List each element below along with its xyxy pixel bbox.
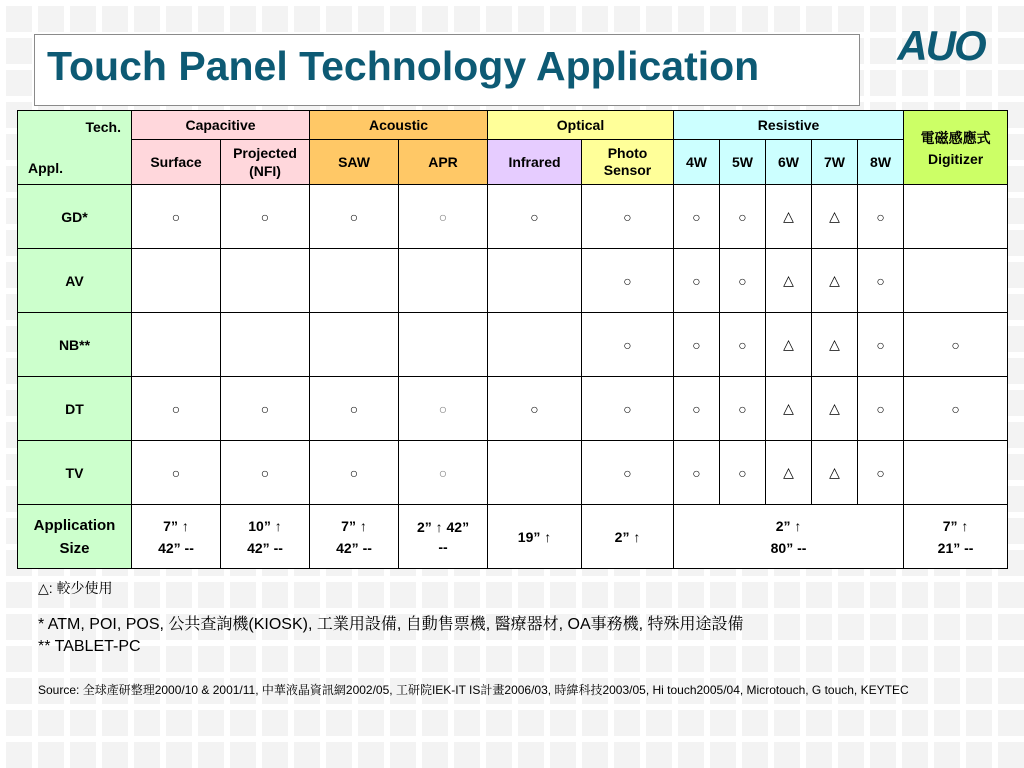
sub-projected: Projected (NFI) — [221, 140, 310, 185]
row-tv — [18, 441, 1008, 505]
size-projected-min: 10” ↑ — [248, 517, 282, 534]
sub-4w: 4W — [674, 140, 720, 185]
cell-av-projected — [221, 249, 310, 313]
cell-av-5w: ○ — [720, 249, 766, 313]
cell-tv-surface: ○ — [132, 441, 221, 505]
sub-surface: Surface — [132, 140, 221, 185]
sub-7w: 7W — [812, 140, 858, 185]
footnote-nb: ** TABLET-PC — [38, 638, 141, 655]
size-resistive-min: 2” ↑ — [775, 517, 802, 534]
row-label-av: AV — [18, 249, 132, 313]
cell-nb-projected — [221, 313, 310, 377]
group-optical: Optical — [488, 111, 674, 140]
cell-dt-8w: ○ — [858, 377, 904, 441]
cell-av-photo: ○ — [582, 249, 674, 313]
cell-dt-infrared: ○ — [488, 377, 582, 441]
row-label-tv: TV — [18, 441, 132, 505]
cell-av-apr — [399, 249, 488, 313]
cell-nb-photo: ○ — [582, 313, 674, 377]
cell-av-7w: △ — [812, 249, 858, 313]
source-note: Source: 全球產研整理2000/10 & 2001/11, 中華液晶資訊網2002/05, 工研院IEK-IT IS計畫2006/03, 時緯科技2003/05, Hi touch2005/04, Microtouch, G touch, KEYTEC — [38, 683, 909, 697]
cell-nb-4w: ○ — [674, 313, 720, 377]
size-label-line2: Size — [59, 539, 90, 557]
group-resistive: Resistive — [674, 111, 904, 140]
cell-av-saw — [310, 249, 399, 313]
size-saw-min: 7” ↑ — [341, 517, 367, 534]
size-resistive-max: 80” -- — [770, 539, 807, 556]
cell-dt-digitizer: ○ — [904, 377, 1008, 441]
cell-dt-4w: ○ — [674, 377, 720, 441]
group-digitizer — [904, 111, 1008, 185]
cell-nb-8w: ○ — [858, 313, 904, 377]
legend-note: △: 較少使用 — [38, 580, 113, 596]
cell-gd-6w: △ — [766, 185, 812, 249]
cell-nb-digitizer: ○ — [904, 313, 1008, 377]
appl-label: Appl. — [28, 160, 63, 176]
cell-nb-7w: △ — [812, 313, 858, 377]
cell-gd-projected: ○ — [221, 185, 310, 249]
cell-av-8w: ○ — [858, 249, 904, 313]
cell-tv-saw: ○ — [310, 441, 399, 505]
size-digitizer-min: 7” ↑ — [942, 517, 969, 534]
sub-8w: 8W — [858, 140, 904, 185]
size-infrared: 19” ↑ — [488, 505, 582, 569]
cell-tv-7w: △ — [812, 441, 858, 505]
group-capacitive: Capacitive — [132, 111, 310, 140]
size-resistive — [674, 505, 904, 569]
size-photo: 2” ↑ — [582, 505, 674, 569]
cell-gd-digitizer — [904, 185, 1008, 249]
cell-gd-7w: △ — [812, 185, 858, 249]
cell-av-digitizer — [904, 249, 1008, 313]
size-apr-dash: -- — [438, 538, 448, 555]
cell-dt-apr: ○ — [399, 377, 488, 441]
cell-tv-4w: ○ — [674, 441, 720, 505]
size-saw — [310, 505, 399, 569]
page-title: Touch Panel Technology Application — [47, 43, 760, 89]
cell-nb-5w: ○ — [720, 313, 766, 377]
auo-logo-text: AUO — [897, 22, 985, 68]
header-row-groups — [18, 111, 1008, 140]
footnote-gd: * ATM, POI, POS, 公共查詢機(KIOSK), 工業用設備, 自動售票機, 醫療器材, OA事務機, 特殊用途設備 — [38, 616, 744, 633]
cell-dt-5w: ○ — [720, 377, 766, 441]
size-digitizer-max: 21” -- — [937, 539, 974, 556]
tech-label: Tech. — [85, 119, 121, 135]
cell-gd-photo: ○ — [582, 185, 674, 249]
size-projected-max: 42” -- — [247, 539, 283, 556]
cell-gd-8w: ○ — [858, 185, 904, 249]
row-gd — [18, 185, 1008, 249]
sub-photo-sensor: Photo Sensor — [582, 140, 674, 185]
size-saw-max: 42” -- — [336, 539, 372, 556]
size-surface-min: 7” ↑ — [163, 517, 189, 534]
notes — [38, 578, 744, 658]
row-label-dt: DT — [18, 377, 132, 441]
cell-tv-6w: △ — [766, 441, 812, 505]
cell-gd-5w: ○ — [720, 185, 766, 249]
cell-av-surface — [132, 249, 221, 313]
sub-apr: APR — [399, 140, 488, 185]
cell-tv-digitizer — [904, 441, 1008, 505]
size-digitizer — [904, 505, 1008, 569]
size-surface-max: 42” -- — [158, 539, 194, 556]
auo-logo — [893, 20, 989, 68]
cell-dt-projected: ○ — [221, 377, 310, 441]
cell-tv-projected: ○ — [221, 441, 310, 505]
cell-gd-saw: ○ — [310, 185, 399, 249]
cell-tv-8w: ○ — [858, 441, 904, 505]
cell-nb-surface — [132, 313, 221, 377]
row-av — [18, 249, 1008, 313]
cell-nb-infrared — [488, 313, 582, 377]
size-label-line1: Application — [33, 516, 116, 534]
cell-dt-6w: △ — [766, 377, 812, 441]
size-projected — [221, 505, 310, 569]
row-label-gd: GD* — [18, 185, 132, 249]
cell-tv-apr: ○ — [399, 441, 488, 505]
sub-5w: 5W — [720, 140, 766, 185]
cell-gd-4w: ○ — [674, 185, 720, 249]
title-box — [34, 34, 860, 106]
header-corner-cell — [18, 111, 132, 185]
cell-dt-7w: △ — [812, 377, 858, 441]
cell-av-infrared — [488, 249, 582, 313]
size-apr — [399, 505, 488, 569]
cell-gd-surface: ○ — [132, 185, 221, 249]
row-application-size — [18, 505, 1008, 569]
row-dt — [18, 377, 1008, 441]
cell-nb-saw — [310, 313, 399, 377]
cell-nb-6w: △ — [766, 313, 812, 377]
digitizer-cn-label: 電磁感應式 — [920, 130, 991, 146]
cell-dt-saw: ○ — [310, 377, 399, 441]
technology-table — [17, 110, 1008, 569]
sub-6w: 6W — [766, 140, 812, 185]
cell-tv-infrared — [488, 441, 582, 505]
digitizer-label: Digitizer — [927, 151, 984, 167]
group-acoustic: Acoustic — [310, 111, 488, 140]
cell-nb-apr — [399, 313, 488, 377]
cell-av-4w: ○ — [674, 249, 720, 313]
row-nb — [18, 313, 1008, 377]
size-surface — [132, 505, 221, 569]
cell-gd-infrared: ○ — [488, 185, 582, 249]
row-label-nb: NB** — [18, 313, 132, 377]
row-label-application-size — [18, 505, 132, 569]
cell-av-6w: △ — [766, 249, 812, 313]
size-apr-range: 2” ↑ 42” — [416, 518, 470, 535]
cell-gd-apr: ○ — [399, 185, 488, 249]
cell-tv-photo: ○ — [582, 441, 674, 505]
sub-infrared: Infrared — [488, 140, 582, 185]
sub-saw: SAW — [310, 140, 399, 185]
cell-tv-5w: ○ — [720, 441, 766, 505]
cell-dt-photo: ○ — [582, 377, 674, 441]
header-row-sub — [18, 140, 1008, 185]
cell-dt-surface: ○ — [132, 377, 221, 441]
